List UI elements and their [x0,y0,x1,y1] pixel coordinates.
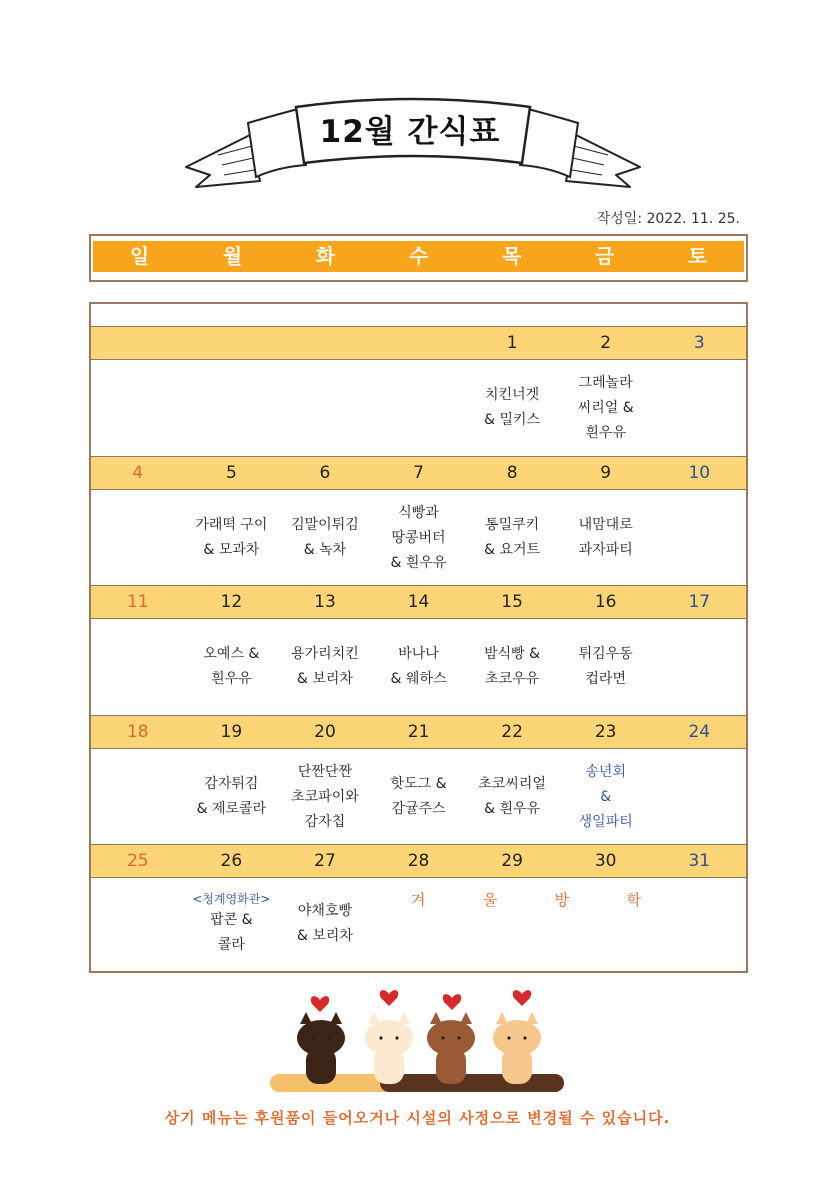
date-cell: 4 [132,463,144,483]
date-cell: 27 [314,851,336,871]
menu-cell [278,360,372,456]
heart-icon [443,994,461,1010]
date-cell [91,327,185,359]
menu-cell [652,360,746,456]
date-cell: 7 [413,463,424,483]
menu-cell: 튀김우동 컵라면 [578,646,633,687]
menu-cell: 밤식빵 & 초코우유 [484,646,541,687]
menu-cell [652,878,746,970]
cat-orange [493,1012,541,1084]
menu-cell: 가래떡 구이 & 모과차 [195,517,268,558]
cat-brown [427,1012,475,1084]
vacation-char: 방 [554,891,570,909]
date-cell: 2 [600,333,612,353]
date-row-2 [91,456,746,490]
date-cell: 1 [506,333,518,353]
date-cell: 21 [407,722,430,742]
date-cell: 18 [126,722,149,742]
menu-cell: 내맘대로 과자파티 [578,517,633,558]
menu-cell [91,360,185,456]
date-cell: 26 [220,851,243,871]
menu-cell: 식빵과 땅콩버터 & 흰우유 [390,504,447,571]
cats-illustration [268,978,568,1098]
menu-cell [91,490,185,586]
menu-cell [91,619,185,715]
date-cell: 12 [220,592,243,612]
date-row-5 [91,844,746,878]
menu-cell: 바나나 & 웨하스 [390,646,447,687]
snack-calendar [89,302,748,973]
weekday-mon: 월 [222,244,243,268]
created-date: 작성일: 2022. 11. 25. [596,211,740,227]
cat-cream [365,1012,413,1084]
date-cell: 16 [594,592,617,612]
weekday-wed: 수 [408,244,429,268]
weekday-sun: 일 [129,244,150,268]
menu-cell: 그레놀라 씨리얼 & 흰우유 [577,374,634,441]
menu-cell: 송년회 & 생일파티 [578,763,633,830]
menu-cell: 초코씨리얼 & 흰우유 [478,776,546,817]
menu-row-4 [91,749,746,845]
date-cell: 31 [688,851,711,871]
menu-row-1 [91,360,746,456]
date-cell: 29 [501,851,523,871]
menu-text: 팝콘 & 콜라 [210,912,253,953]
date-cell: 11 [126,592,149,612]
menu-row-2 [91,490,746,586]
vacation-char: 학 [626,891,641,909]
date-cell [185,327,279,359]
menu-cell: 김말이튀김 & 녹차 [291,517,359,558]
date-cell: 22 [501,722,523,742]
cinema-note: <청계영화관> [192,892,271,906]
date-cell: 8 [506,463,518,483]
vacation-char: 겨 [411,891,426,909]
heart-icon [380,990,398,1006]
menu-cell: 통밀쿠키 & 요거트 [484,517,541,558]
weekday-sat: 토 [687,244,708,268]
date-cell: 9 [600,463,612,483]
menu-cell-26 [185,878,279,970]
date-cell: 30 [594,851,617,871]
menu-cell: 단짠단짠 초코파이와 감자칩 [291,763,359,830]
weekday-header [89,234,748,282]
menu-cell [652,749,746,845]
menu-cell: 오예스 & 흰우유 [203,646,260,687]
date-row-4 [91,715,746,749]
menu-cell [372,360,466,456]
menu-cell: 용가리치킨 & 보리차 [291,646,359,687]
date-row-3 [91,585,746,619]
weekday-thu: 목 [501,244,522,268]
page-title: 12월 간식표 [319,114,501,150]
weekday-tue: 화 [315,244,336,268]
date-cell: 23 [594,722,617,742]
menu-row-3 [91,619,746,715]
weekday-fri: 금 [594,244,615,268]
date-cell: 24 [688,722,711,742]
menu-cell [652,619,746,715]
menu-cell: 치킨너겟 & 밀키스 [484,387,541,428]
notice-text: 상기 메뉴는 후원품이 들어오거나 시설의 사정으로 변경될 수 있습니다. [164,1109,671,1127]
menu-cell [91,749,185,845]
date-cell: 10 [688,463,711,483]
cat-dark [297,1012,345,1084]
date-cell: 20 [314,722,336,742]
menu-cell: 야채호빵 & 보리차 [296,903,353,944]
menu-cell [91,878,185,970]
date-cell: 3 [693,333,705,353]
date-cell: 15 [501,592,523,612]
menu-cell: 핫도그 & 감귤주스 [390,776,447,817]
date-cell: 5 [225,463,237,483]
date-cell: 14 [407,592,430,612]
date-cell: 28 [407,851,430,871]
date-row-1 [91,326,746,360]
date-cell [372,327,466,359]
vacation-char: 울 [482,891,498,909]
heart-icon [513,990,531,1006]
date-cell: 13 [314,592,336,612]
menu-cell: 감자튀김 & 제로콜라 [196,776,267,817]
date-cell: 19 [220,722,243,742]
date-cell: 6 [319,463,331,483]
menu-cell [652,490,746,586]
date-cell: 17 [688,592,711,612]
date-cell: 25 [126,851,149,871]
heart-icon [311,996,329,1012]
date-cell [278,327,372,359]
winter-vacation [411,889,641,910]
menu-cell [185,360,279,456]
